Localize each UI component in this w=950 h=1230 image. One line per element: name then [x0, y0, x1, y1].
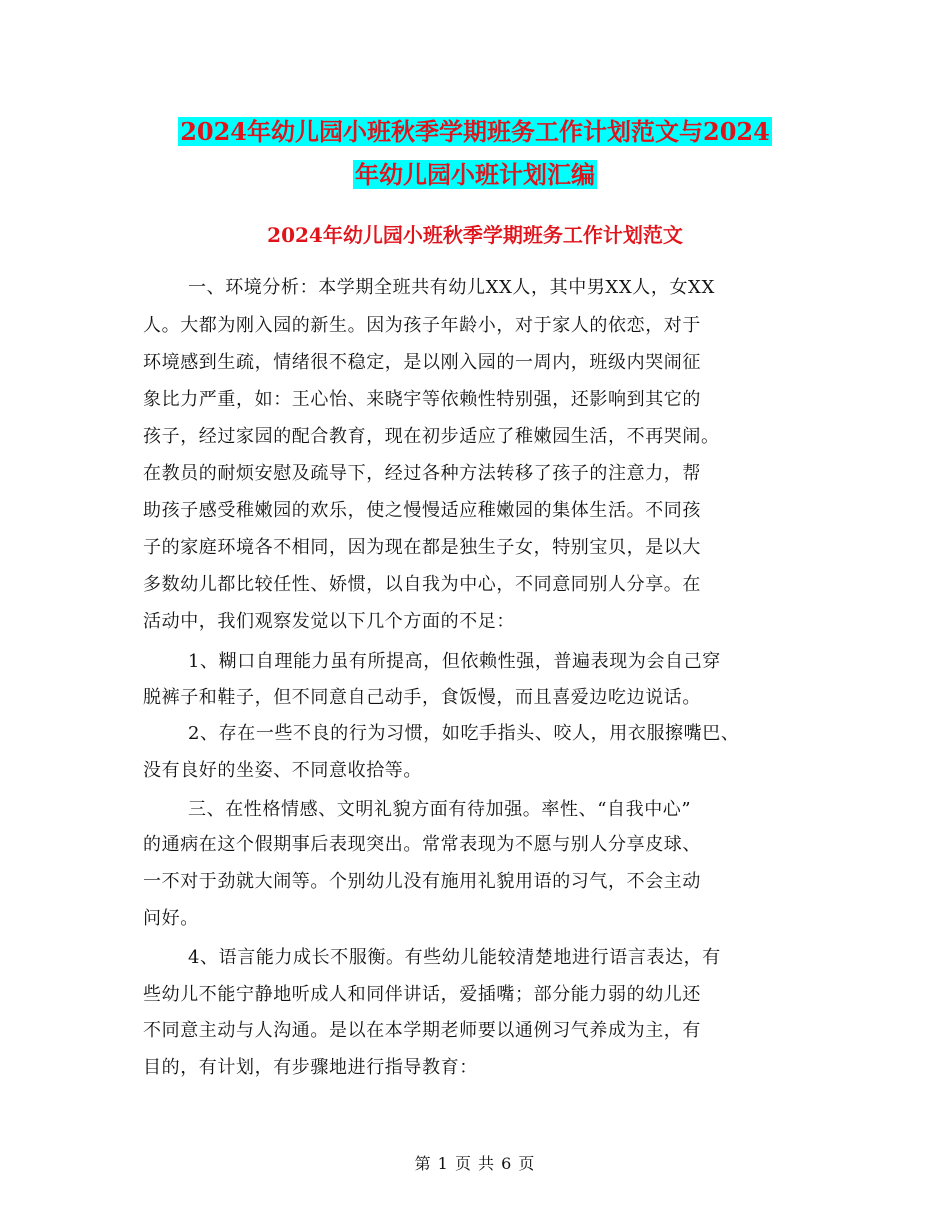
paragraph-line: 象比力严重，如：王心怡、来晓宇等依赖性特别强，还影响到其它的: [143, 389, 701, 410]
paragraph-line: 人。大都为刚入园的新生。因为孩子年龄小，对于家人的依恋，对于: [143, 315, 701, 336]
paragraph-line: 在教员的耐烦安慰及疏导下，经过各种方法转移了孩子的注意力，帮: [143, 463, 701, 484]
list-item-line: 问好。: [143, 908, 199, 929]
paragraph-line: 活动中，我们观察发觉以下几个方面的不足：: [143, 611, 515, 632]
list-item-line: 没有良好的坐姿、不同意收拾等。: [143, 760, 422, 781]
list-item-line: 脱裤子和鞋子，但不同意自己动手，食饭慢，而且喜爱边吃边说话。: [143, 687, 701, 708]
list-item-line: 2、存在一些不良的行为习惯，如吃手指头、咬人，用衣服擦嘴巴、: [188, 723, 740, 744]
page-footer: 第 1 页 共 6 页: [414, 1154, 536, 1173]
paragraph-line: 一、环境分析：本学期全班共有幼儿XX人，其中男XX人，女XX: [188, 277, 715, 298]
list-item-line: 4、语言能力成长不服衡。有些幼儿能较清楚地进行语言表达，有: [188, 947, 721, 968]
list-item-line: 不同意主动与人沟通。是以在本学期老师要以通例习气养成为主，有: [143, 1020, 701, 1041]
list-item-line: 的通病在这个假期事后表现突出。常常表现为不愿与别人分享皮球、: [143, 834, 701, 855]
paragraph-line: 孩子，经过家园的配合教育，现在初步适应了稚嫩园生活，不再哭闹。: [143, 426, 720, 447]
paragraph-line: 助孩子感受稚嫩园的欢乐，使之慢慢适应稚嫩园的集体生活。不同孩: [143, 500, 701, 521]
document-title-line-2: 年幼儿园小班计划汇编: [355, 160, 595, 189]
document-title-line-1: 2024年幼儿园小班秋季学期班务工作计划范文与2024: [180, 117, 770, 146]
section-title: 2024年幼儿园小班秋季学期班务工作计划范文: [267, 223, 683, 247]
list-item-line: 目的，有计划，有步骤地进行指导教育：: [143, 1057, 478, 1078]
paragraph-line: 子的家庭环境各不相同，因为现在都是独生子女，特别宝贝，是以大: [143, 537, 701, 558]
list-item-line: 1、糊口自理能力虽有所提高，但依赖性强，普遍表现为会自己穿: [188, 651, 721, 672]
list-item-line: 三、在性格情感、文明礼貌方面有待加强。率性、“自我中心”: [188, 799, 692, 820]
paragraph-line: 多数幼儿都比较任性、娇惯，以自我为中心，不同意同别人分享。在: [143, 574, 701, 595]
list-item-line: 一不对于劲就大闹等。个别幼儿没有施用礼貌用语的习气，不会主动: [143, 871, 701, 892]
paragraph-line: 环境感到生疏，情绪很不稳定，是以刚入园的一周内，班级内哭闹征: [143, 352, 701, 373]
list-item-line: 些幼儿不能宁静地听成人和同伴讲话，爱插嘴；部分能力弱的幼儿还: [143, 984, 701, 1005]
